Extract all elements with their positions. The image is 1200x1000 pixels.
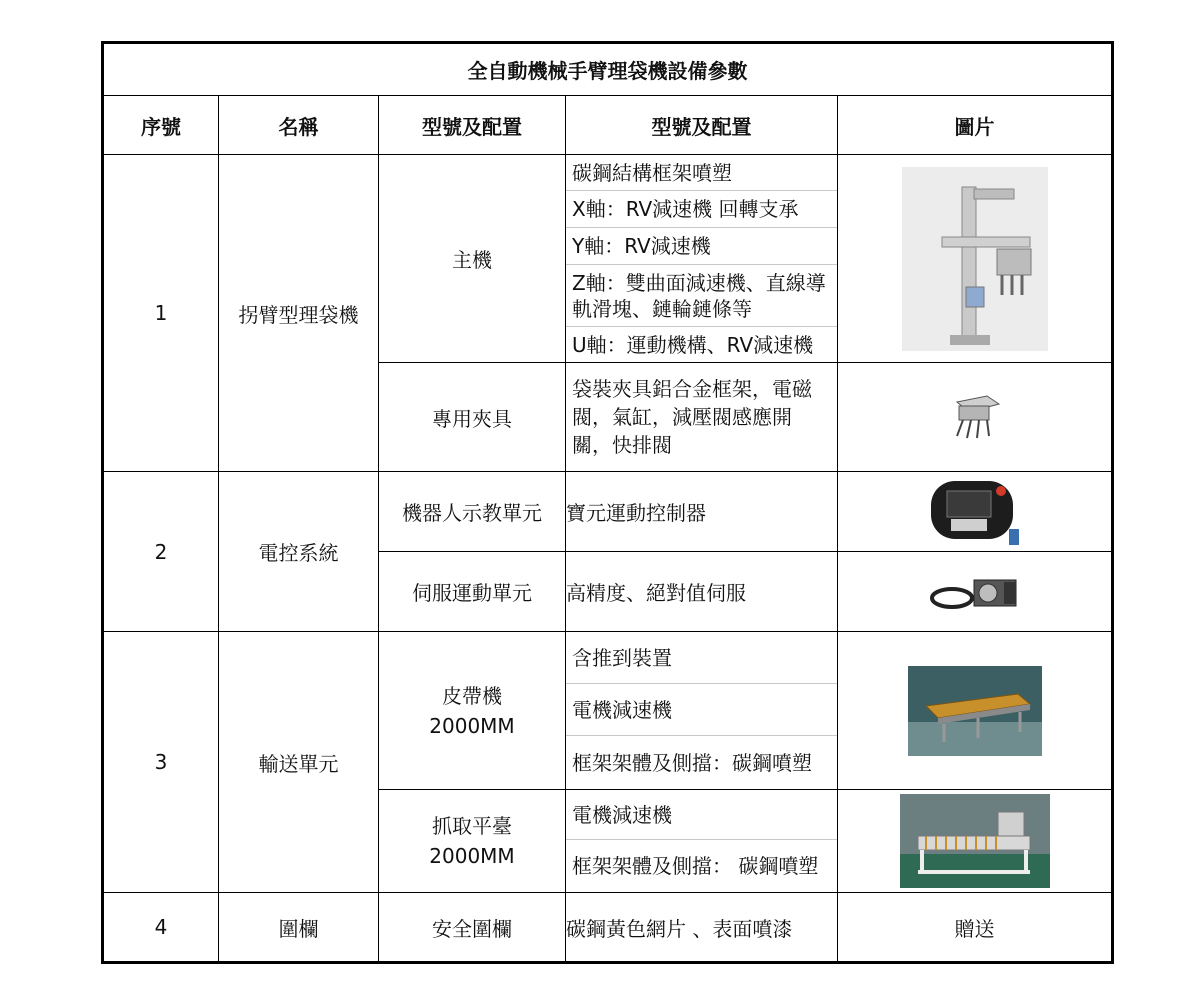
- gripping-platform-image: [838, 790, 1113, 893]
- teach-pendant-image: [838, 472, 1113, 552]
- table-title: 全自動機械手臂理袋機設備參數: [103, 43, 1113, 96]
- row-name: 拐臂型理袋機: [219, 155, 379, 472]
- model-line: 2000MM: [429, 844, 515, 868]
- row-name: 輸送單元: [219, 632, 379, 893]
- detail-line: U軸：運動機構、RV減速機: [572, 332, 814, 357]
- model-line: 2000MM: [429, 713, 515, 738]
- robot-arm-image: [838, 155, 1113, 363]
- item-details: 寶元運動控制器: [566, 472, 838, 552]
- item-details: [566, 155, 838, 363]
- picture-text: 贈送: [838, 893, 1113, 963]
- equipment-spec-table: [101, 41, 1114, 964]
- row-index: 4: [103, 893, 219, 963]
- header-config: 型號及配置: [566, 96, 838, 155]
- item-model: 專用夾具: [379, 363, 566, 472]
- gripper-image: [838, 363, 1113, 472]
- detail-line: 電機減速機: [566, 790, 837, 840]
- item-details: 高精度、絕對值伺服: [566, 552, 838, 632]
- header-picture: 圖片: [838, 96, 1113, 155]
- row-name: 圍欄: [219, 893, 379, 963]
- belt-conveyor-image: [838, 632, 1113, 790]
- detail-line: 碳鋼結構框架噴塑: [566, 155, 837, 191]
- item-details: 袋裝夾具鋁合金框架，電磁閥，氣缸，減壓閥感應開關，快排閥: [566, 363, 838, 472]
- detail-line: Y軸：RV減速機: [566, 228, 837, 265]
- item-model: 機器人示教單元: [379, 472, 566, 552]
- model-line: 抓取平臺: [432, 814, 512, 838]
- item-details: 碳鋼黃色網片 、表面噴漆: [566, 893, 838, 963]
- header-index: 序號: [103, 96, 219, 155]
- item-model: 主機: [379, 155, 566, 363]
- servo-motor-image: [838, 552, 1113, 632]
- detail-line: X軸：RV減速機 回轉支承: [566, 191, 837, 228]
- item-model: [379, 632, 566, 790]
- model-line: 皮帶機: [442, 683, 502, 708]
- row-index: 2: [103, 472, 219, 632]
- header-name: 名稱: [219, 96, 379, 155]
- row-index: 3: [103, 632, 219, 893]
- detail-line: 含推到裝置: [566, 632, 837, 684]
- header-model: 型號及配置: [379, 96, 566, 155]
- row-index: 1: [103, 155, 219, 472]
- detail-line: 框架架體及側擋：碳鋼噴塑: [572, 750, 812, 775]
- detail-line: Z軸：雙曲面減速機、直線導軌滑塊、鏈輪鏈條等: [566, 265, 837, 327]
- item-model: 伺服運動單元: [379, 552, 566, 632]
- item-model: [379, 790, 566, 893]
- item-details: [566, 790, 838, 893]
- item-details: [566, 632, 838, 790]
- row-name: 電控系統: [219, 472, 379, 632]
- detail-line: 電機減速機: [566, 684, 837, 736]
- detail-line: 框架架體及側擋： 碳鋼噴塑: [572, 854, 819, 878]
- item-model: 安全圍欄: [379, 893, 566, 963]
